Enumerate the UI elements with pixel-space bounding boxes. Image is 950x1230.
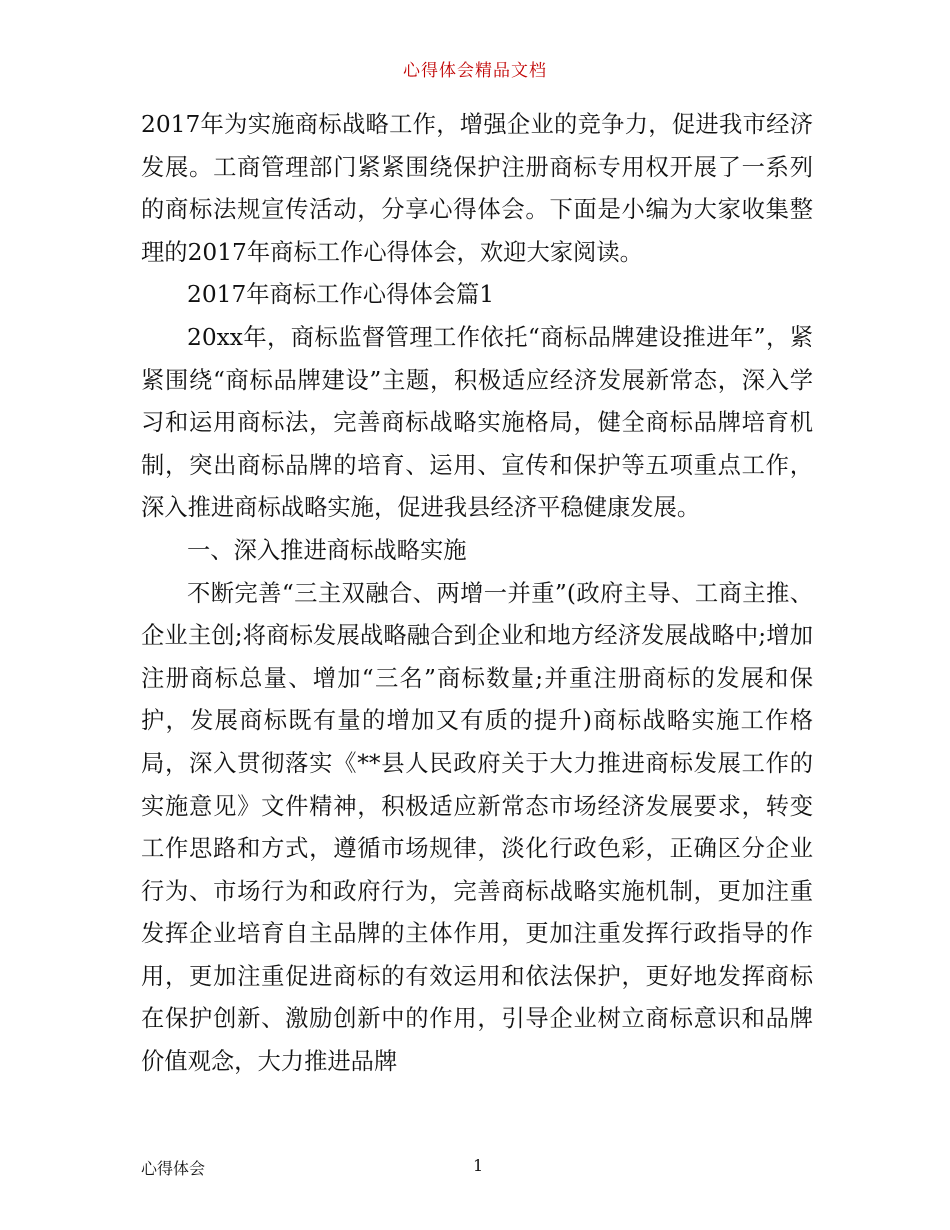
intro-paragraph: 2017年为实施商标战略工作，增强企业的竞争力，促进我市经济发展。工商管理部门紧紧围绕保护注册商标专用权开展了一系列的商标法规宣传活动，分享心得体会。下面是小编为大家收集整理的2017年商标工作心得体会，欢迎大家阅读。 [141, 111, 813, 266]
section-title: 2017年商标工作心得体会篇1 [187, 281, 495, 309]
footer-label: 心得体会 [141, 1159, 206, 1178]
body-paragraph: 不断完善“三主双融合、两增一并重”(政府主导、工商主推、企业主创;将商标发展战略融合到企业和地方经济发展战略中;增加注册商标总量、增加“三名”商标数量;并重注册商标的发展和保护，发展商标既有量的增加又有质的提升)商标战略实施工作格局，深入贯彻落实《**县人民政府关于大力推进商标发展工作的实施意见》文件精神，积极适应新常态市场经济发展要求，转变工作思路和方式，遵循市场规律，淡化行政色彩，正确区分企业行为、市场行为和政府行为，完善商标战略实施机制，更加注重发挥企业培育自主品牌的主体作用，更加注重发挥行政指导的作用，更加注重促进商标的有效运用和依法保护，更好地发挥商标在保护创新、激励创新中的作用，引导企业树立商标意识和品牌价值观念，大力推进品牌 [141, 579, 813, 1076]
document-header-title: 心得体会精品文档 [403, 61, 547, 81]
page-number: 1 [473, 1156, 484, 1175]
document-body [141, 104, 813, 1084]
body-paragraph: 20xx年，商标监督管理工作依托“商标品牌建设推进年”，紧紧围绕“商标品牌建设”主题，积极适应经济发展新常态，深入学习和运用商标法，完善商标战略实施格局，健全商标品牌培育机制，突出商标品牌的培育、运用、宣传和保护等五项重点工作，深入推进商标战略实施，促进我县经济平稳健康发展。 [141, 323, 813, 522]
subsection-heading: 一、深入推进商标战略实施 [187, 536, 467, 564]
